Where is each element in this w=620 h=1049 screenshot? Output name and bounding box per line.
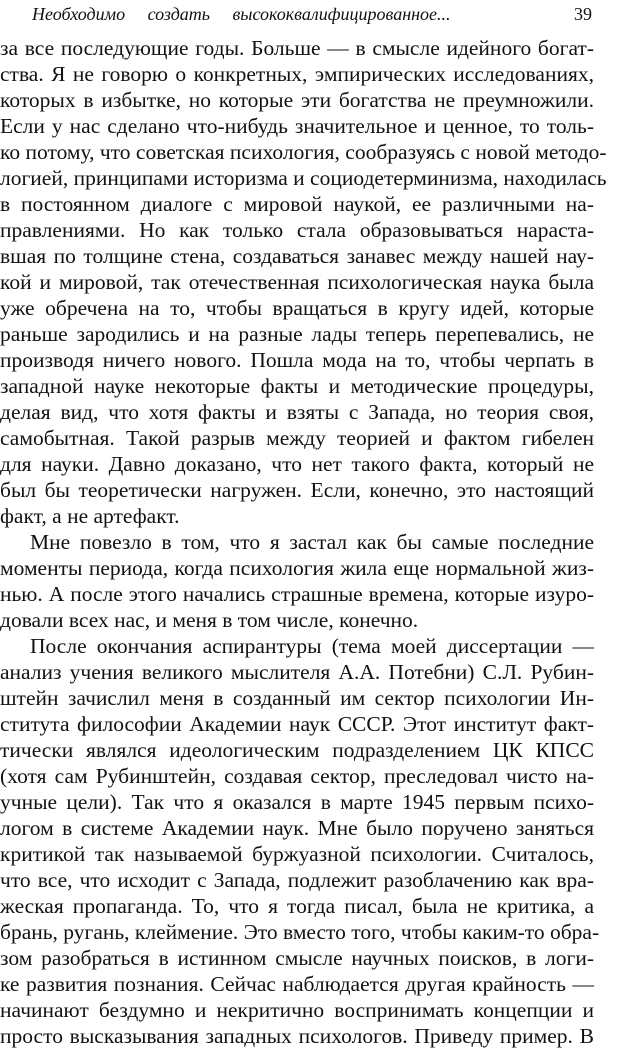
text-line: (хотя сам Рубинштейн, создавая сектор, преследовал чисто на- <box>0 764 594 788</box>
text-line: раньше зародились и на разные лады теперь перепевались, не <box>0 322 594 346</box>
text-line: критикой так называемой буржуазной психологии. Считалось, <box>0 842 594 866</box>
text-line: ститута философии Академии наук СССР. Этот институт факт- <box>0 712 594 736</box>
text-line: штейн зачислил меня в созданный им сектор психологии Ин- <box>0 686 594 710</box>
text-line: факт, а не артефакт. <box>0 504 180 528</box>
text-line: ства. Я не говорю о конкретных, эмпирических исследованиях, <box>0 62 594 86</box>
text-line: кой и мировой, так отечественная психологическая наука была <box>0 270 594 294</box>
text-line: логией, принципами историзма и социодетерминизма, находилась <box>0 166 607 190</box>
text-line: анализ учения великого мыслителя А.А. Потебни) С.Л. Рубин- <box>0 660 594 684</box>
text-line: учные цели). Так что я оказался в марте 1945 первым психо- <box>0 790 594 814</box>
text-line: ко потому, что советская психология, сообразуясь с новой методо- <box>0 140 607 164</box>
text-line: тически являлся идеологическим подразделением ЦК КПСС <box>0 738 594 762</box>
text-line: производя ничего нового. Пошла мода на то, чтобы черпать в <box>0 348 594 372</box>
text-line: которых в избытке, но которые эти богатства не преумножили. <box>0 88 594 112</box>
text-line: в постоянном диалоге с мировой наукой, ее различными на- <box>0 192 594 216</box>
text-line: нью. А после этого начались страшные времена, которые изуро- <box>0 582 594 606</box>
text-line: Если у нас сделано что-нибудь значительное и ценное, то толь- <box>0 114 594 138</box>
running-title: Необходимо создать высококвалифицированное... <box>32 4 451 24</box>
text-line: брань, ругань, клеймение. Это вместо того, чтобы каким-то обра- <box>0 920 600 944</box>
text-line: просто высказывания западных психологов. Приведу пример. В <box>0 1024 594 1048</box>
text-line: зом разобраться в истинном смысле научных поисков, в логи- <box>0 946 594 970</box>
page-number: 39 <box>574 4 592 24</box>
text-line: за все последующие годы. Больше — в смысле идейного богат- <box>0 36 594 60</box>
text-line: логом в системе Академии наук. Мне было поручено заняться <box>0 816 594 840</box>
text-line: что все, что исходит с Запада, подлежит разоблачению как вра- <box>0 868 594 892</box>
text-line: ке развития познания. Сейчас наблюдается другая крайность — <box>0 972 594 996</box>
text-line: был бы теоретически нагружен. Если, конечно, это настоящий <box>0 478 594 502</box>
text-line: начинают бездумно и некритично воспринимать концепции и <box>0 998 594 1022</box>
text-line: После окончания аспирантуры (тема моей диссертации — <box>30 634 594 658</box>
body-text <box>0 35 607 1049</box>
text-line: для науки. Давно доказано, что нет такого факта, который не <box>0 452 594 476</box>
text-line: Мне повезло в том, что я застал как бы самые последние <box>30 530 594 554</box>
text-line: самобытная. Такой разрыв между теорией и фактом гибелен <box>0 426 594 450</box>
text-line: довали всех нас, и меня в том числе, конечно. <box>0 608 419 632</box>
text-line: жеская пропаганда. То, что я тогда писал, была не критика, а <box>0 894 594 918</box>
text-line: правлениями. Но как только стала образовываться нараста- <box>0 218 594 242</box>
text-line: уже обречена на то, чтобы вращаться в кругу идей, которые <box>0 296 594 320</box>
text-line: вшая по толщине стена, создаваться занавес между нашей нау- <box>0 244 594 268</box>
text-line: моменты периода, когда психология жила еще нормальной жиз- <box>0 556 594 580</box>
text-line: делая вид, что хотя факты и взяты с Запада, но теория своя, <box>0 400 594 424</box>
text-line: западной науке некоторые факты и методические процедуры, <box>0 374 594 398</box>
running-header <box>32 2 592 26</box>
